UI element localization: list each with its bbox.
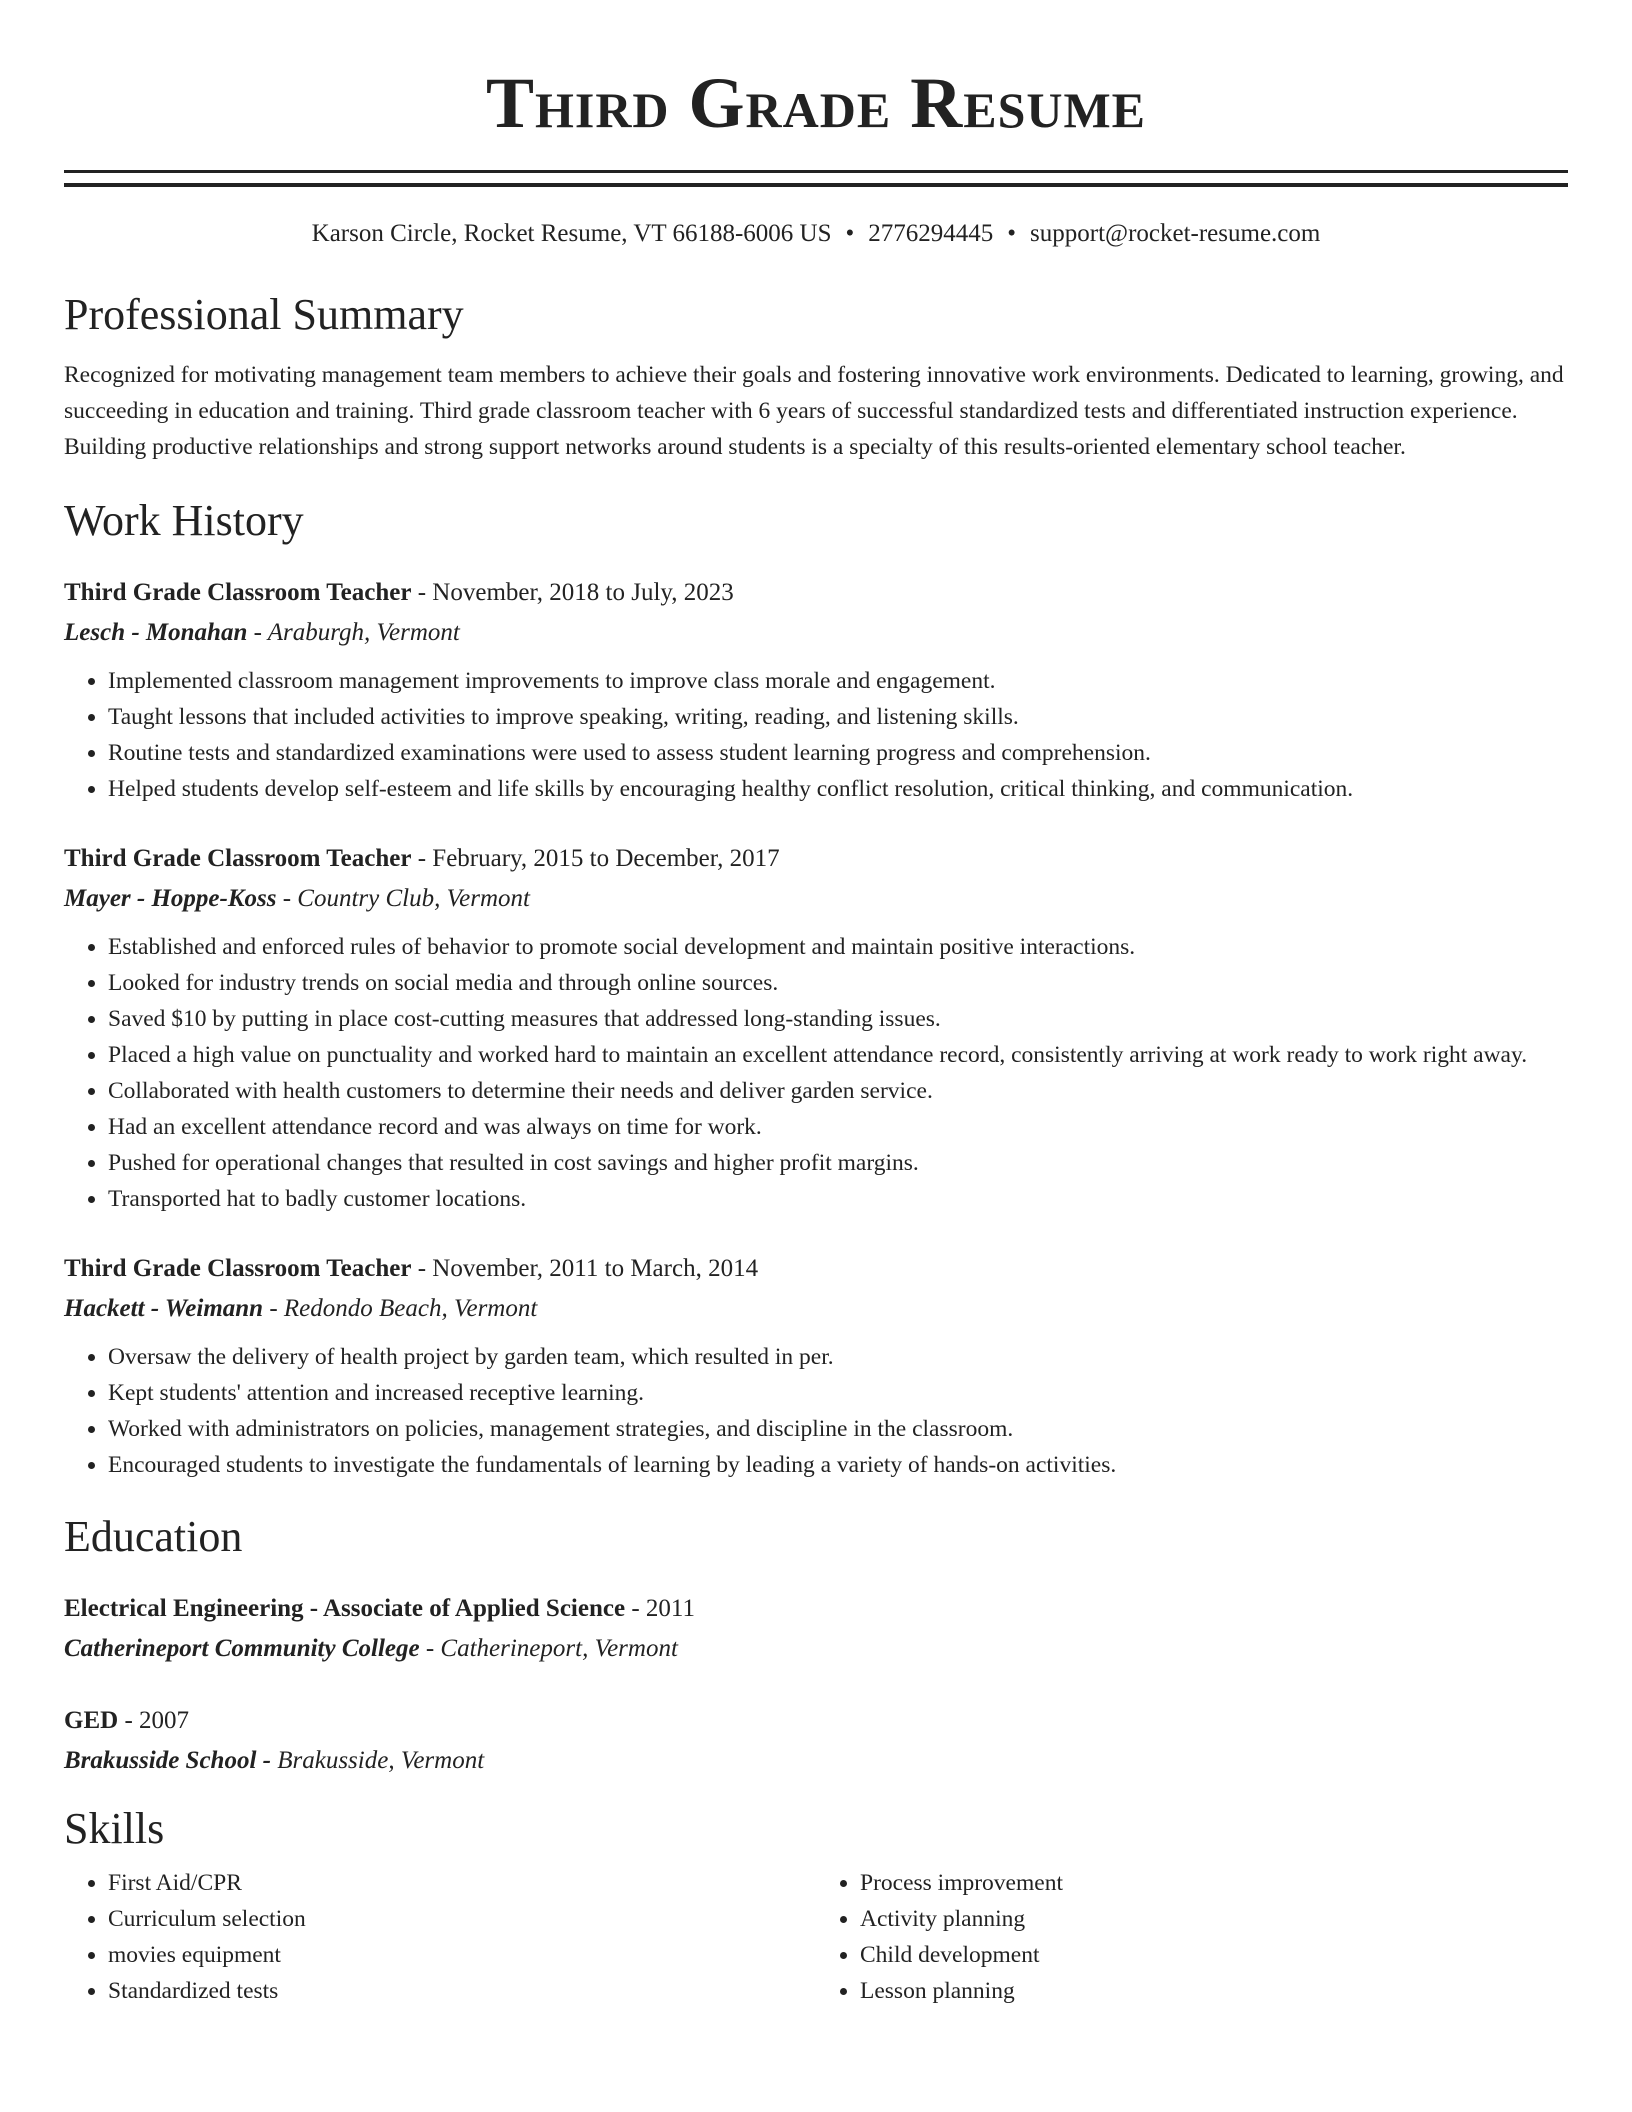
skill-item: • Standardized tests bbox=[108, 1973, 816, 2009]
job-bullet: • Implemented classroom management improvements to improve class morale and engagement. bbox=[108, 663, 1568, 699]
degree-name: GED bbox=[64, 1707, 119, 1734]
contact-line bbox=[64, 217, 1568, 251]
job-dates: - November, 2011 to March, 2014 bbox=[417, 1255, 759, 1282]
degree-year: - 2007 bbox=[124, 1707, 190, 1734]
summary-text: Recognized for motivating management team members to achieve their goals and fostering innovative work environments. Dedicated to learning, growing, and succeeding in education and training. Third grade classroom teacher with 6 years of successful standardized tests and differentiated instruction experience. Building productive relationships and strong support networks around students is a specialty of this results-oriented elementary school teacher. bbox=[64, 362, 1564, 460]
title-divider bbox=[64, 170, 1568, 187]
degree-line bbox=[64, 1701, 1568, 1741]
skill-item: • Curriculum selection bbox=[108, 1901, 816, 1937]
section-heading-work-history: Work History bbox=[64, 496, 304, 545]
skills-column-right bbox=[816, 1865, 1568, 2009]
job-bullet: • Saved $10 by putting in place cost-cutting measures that addressed long-standing issues. bbox=[108, 1001, 1568, 1037]
job-bullet: • Placed a high value on punctuality and worked hard to maintain an excellent attendance record, consistently arriving at work ready to work right away. bbox=[108, 1037, 1568, 1073]
job-title-line bbox=[64, 839, 1568, 879]
skill-item: • First Aid/CPR bbox=[108, 1865, 816, 1901]
employer-name: Lesch - Monahan bbox=[64, 619, 248, 646]
contact-phone: 2776294445 bbox=[868, 220, 994, 247]
employer-name: Mayer - Hoppe-Koss bbox=[64, 885, 277, 912]
skills-grid bbox=[64, 1865, 1568, 2009]
job-entry bbox=[64, 573, 1568, 807]
job-bullet: • Had an excellent attendance record and was always on time for work. bbox=[108, 1109, 1568, 1145]
job-bullet: • Routine tests and standardized examinations were used to assess student learning progress and comprehension. bbox=[108, 735, 1568, 771]
contact-address: Karson Circle, Rocket Resume, VT 66188-6006 US bbox=[311, 220, 832, 247]
school-location: Brakusside, Vermont bbox=[277, 1747, 485, 1774]
job-bullet: • Helped students develop self-esteem and life skills by encouraging healthy conflict resolution, critical thinking, and communication. bbox=[108, 771, 1568, 807]
employer-line bbox=[64, 613, 1568, 653]
job-dates: - February, 2015 to December, 2017 bbox=[417, 845, 780, 872]
job-entry bbox=[64, 839, 1568, 1217]
job-entry bbox=[64, 1249, 1568, 1483]
job-bullets bbox=[64, 929, 1568, 1217]
job-bullet: • Worked with administrators on policies, management strategies, and discipline in the classroom. bbox=[108, 1411, 1568, 1447]
job-title-line bbox=[64, 573, 1568, 613]
job-bullet: • Looked for industry trends on social media and through online sources. bbox=[108, 965, 1568, 1001]
job-title: Third Grade Classroom Teacher bbox=[64, 1255, 412, 1282]
section-heading-skills: Skills bbox=[64, 1804, 165, 1853]
job-bullet: • Transported hat to badly customer locations. bbox=[108, 1181, 1568, 1217]
contact-separator: • bbox=[845, 220, 855, 247]
employer-line bbox=[64, 879, 1568, 919]
job-title-line bbox=[64, 1249, 1568, 1289]
degree-year: - 2011 bbox=[631, 1595, 695, 1622]
education-entry bbox=[64, 1589, 1568, 1669]
job-bullets bbox=[64, 1339, 1568, 1483]
contact-email: support@rocket-resume.com bbox=[1030, 220, 1321, 247]
degree-name: Electrical Engineering - Associate of Applied Science bbox=[64, 1595, 626, 1622]
section-heading-education: Education bbox=[64, 1512, 243, 1561]
employer-line bbox=[64, 1289, 1568, 1329]
skill-item: • Lesson planning bbox=[860, 1973, 1568, 2009]
employer-location: - Country Club, Vermont bbox=[282, 885, 530, 912]
degree-line bbox=[64, 1589, 1568, 1629]
resume-title: Third Grade Resume bbox=[485, 63, 1147, 143]
job-bullets bbox=[64, 663, 1568, 807]
job-bullet: • Established and enforced rules of behavior to promote social development and maintain positive interactions. bbox=[108, 929, 1568, 965]
section-heading-summary: Professional Summary bbox=[64, 290, 464, 339]
school-name: Catherineport Community College bbox=[64, 1635, 420, 1662]
employer-name: Hackett - Weimann bbox=[64, 1295, 264, 1322]
job-bullet: • Kept students' attention and increased receptive learning. bbox=[108, 1375, 1568, 1411]
job-bullet: • Taught lessons that included activities to improve speaking, writing, reading, and listening skills. bbox=[108, 699, 1568, 735]
job-title: Third Grade Classroom Teacher bbox=[64, 579, 412, 606]
school-line bbox=[64, 1629, 1568, 1669]
employer-location: - Redondo Beach, Vermont bbox=[269, 1295, 538, 1322]
skills-column-left bbox=[64, 1865, 816, 2009]
skill-item: • Child development bbox=[860, 1937, 1568, 1973]
skill-item: • movies equipment bbox=[108, 1937, 816, 1973]
school-name: Brakusside School - bbox=[64, 1747, 271, 1774]
employer-location: - Araburgh, Vermont bbox=[253, 619, 460, 646]
education-entry bbox=[64, 1701, 1568, 1781]
school-line bbox=[64, 1741, 1568, 1781]
skill-item: • Process improvement bbox=[860, 1865, 1568, 1901]
contact-separator: • bbox=[1007, 220, 1017, 247]
job-dates: - November, 2018 to July, 2023 bbox=[417, 579, 734, 606]
job-bullet: • Oversaw the delivery of health project by garden team, which resulted in per. bbox=[108, 1339, 1568, 1375]
job-title: Third Grade Classroom Teacher bbox=[64, 845, 412, 872]
job-bullet: • Collaborated with health customers to determine their needs and deliver garden service. bbox=[108, 1073, 1568, 1109]
job-bullet: • Encouraged students to investigate the fundamentals of learning by leading a variety of hands-on activities. bbox=[108, 1447, 1568, 1483]
skill-item: • Activity planning bbox=[860, 1901, 1568, 1937]
school-location: - Catherineport, Vermont bbox=[425, 1635, 678, 1662]
job-bullet: • Pushed for operational changes that resulted in cost savings and higher profit margins. bbox=[108, 1145, 1568, 1181]
